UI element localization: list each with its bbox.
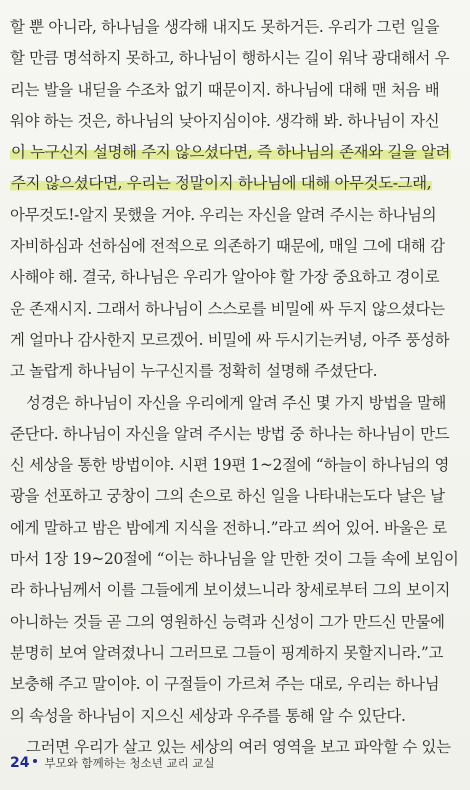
text-line [10, 513, 460, 544]
text-line [10, 325, 460, 356]
text-line [10, 607, 460, 638]
line-text: 의 속성을 하나님이 지으신 세상과 우주를 통해 알 수 있단다. [10, 706, 406, 725]
text-line [10, 231, 460, 262]
text-line [10, 450, 460, 481]
highlighted-text: 이 누구신지 설명해 주지 않으셨다면, 즉 하나님의 존재와 길을 알려 [11, 143, 451, 162]
line-text: 준단다. 하나님이 자신을 알려 주시는 방법 중 하나는 하나님이 만드 [10, 424, 450, 443]
bullet-dot-icon [33, 759, 37, 763]
line-text: 사해야 해. 결국, 하나님은 우리가 알아야 할 가장 중요하고 경이로 [10, 268, 440, 287]
line-text: 리는 발을 내딛을 수조차 없기 때문이지. 하나님에 대해 맨 처음 배 [10, 80, 440, 99]
line-text: 에게 말하고 밤은 밤에게 지식을 전하니.”라고 씌어 있어. 바울은 로 [10, 518, 447, 537]
line-text: 게 얼마나 감사한지 모르겠어. 비밀에 싸 두시기는커녕, 아주 풍성하 [10, 330, 450, 349]
line-text: 워야 하는 것은, 하나님의 낮아지심이야. 생각해 봐. 하나님이 자신 [10, 111, 440, 130]
text-line [10, 262, 460, 293]
text-line [10, 43, 460, 74]
line-text: 운 존재시지. 그래서 하나님이 스스로를 비밀에 싸 두지 않으셨다는 [10, 299, 445, 318]
line-text: 보충해 주고 말이야. 이 구절들이 가르쳐 주는 대로, 우리는 하나님 [10, 675, 440, 694]
line-text: 마서 1장 19~20절에 “이는 하나님을 알 만한 것이 그들 속에 보임이 [10, 550, 459, 569]
line-text: 분명히 보여 알려졌나니 그러므로 그들이 핑계하지 못할지니라.”고 [10, 643, 444, 662]
line-text: 라 하나님께서 이를 그들에게 보이셨느니라 창세로부터 그의 보이지 [10, 581, 451, 600]
highlighted-text: 주지 않으셨다면, 우리는 정말이지 하나님에 대해 아무것도-그래, [11, 174, 432, 193]
page-number: 24 [10, 755, 30, 771]
line-text: 아무것도!-알지 못했을 거야. 우리는 자신을 알려 주시는 하나님의 [10, 205, 437, 224]
text-line [10, 12, 460, 43]
text-line [10, 575, 460, 606]
line-text: 할 뿐 아니라, 하나님을 생각해 내지도 못하거든. 우리가 그런 일을 [10, 18, 440, 36]
text-line [10, 356, 460, 387]
text-line [10, 106, 460, 137]
text-line [10, 544, 460, 575]
line-text: 그러면 우리가 살고 있는 세상의 여러 영역을 보고 파악할 수 있는 [26, 737, 451, 756]
body-text [10, 12, 460, 763]
line-text: 고 놀랍게 하나님이 누구신지를 정확히 설명해 주셨단다. [10, 362, 378, 381]
text-line [10, 294, 460, 325]
text-line [10, 388, 460, 419]
line-text: 성경은 하나님이 자신을 우리에게 알려 주신 몇 가지 방법을 말해 [26, 393, 447, 412]
text-line [10, 75, 460, 106]
book-title: 부모와 함께하는 청소년 교리 교실 [44, 756, 215, 770]
text-line [10, 481, 460, 512]
line-text: 자비하심과 선하심에 전적으로 의존하기 때문에, 매일 그에 대해 감 [10, 237, 445, 256]
text-line [10, 669, 460, 700]
line-text: 아니하는 것들 곧 그의 영원하신 능력과 신성이 그가 만드신 만물에 [10, 612, 445, 631]
line-text: 할 만큼 명석하지 못하고, 하나님이 행하시는 길이 워낙 광대해서 우 [10, 49, 450, 68]
line-text: 신 세상을 통한 방법이야. 시편 19편 1~2절에 “하늘이 하나님의 영 [10, 456, 450, 475]
text-line [10, 638, 460, 669]
text-line [10, 168, 460, 199]
text-line [10, 200, 460, 231]
line-text: 광을 선포하고 궁창이 그의 손으로 하신 일을 나타내는도다 날은 날 [10, 487, 445, 506]
page-footer [10, 752, 215, 772]
text-line [10, 701, 460, 732]
text-line [10, 419, 460, 450]
text-line [10, 137, 460, 168]
